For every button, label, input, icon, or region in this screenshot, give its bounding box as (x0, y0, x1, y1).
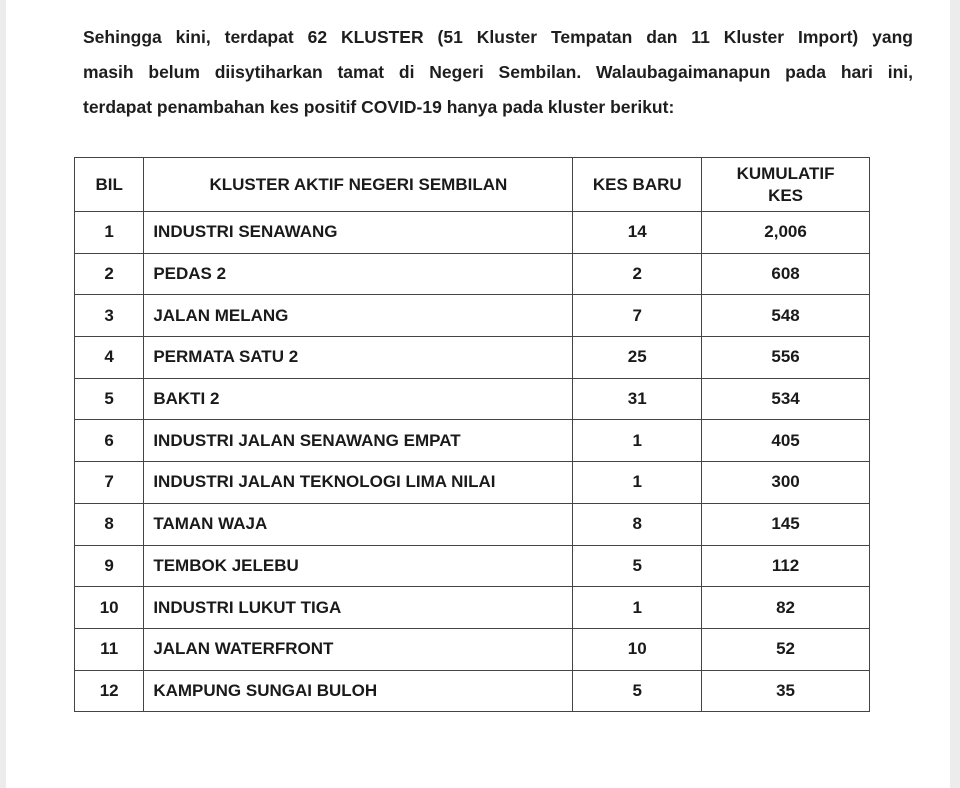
intro-paragraph (83, 20, 913, 125)
cell-cluster-name: INDUSTRI SENAWANG (144, 212, 573, 254)
cell-cumulative: 35 (702, 670, 870, 712)
cell-bil: 12 (75, 670, 144, 712)
cell-new-cases: 31 (573, 378, 702, 420)
cell-cumulative: 608 (702, 253, 870, 295)
intro-line-2: masih belum diisytiharkan tamat di Negeri Sembilan. Walaubagaimanapun pada hari ini, (83, 62, 913, 82)
cell-cluster-name: BAKTI 2 (144, 378, 573, 420)
cell-cluster-name: INDUSTRI LUKUT TIGA (144, 587, 573, 629)
cell-bil: 11 (75, 628, 144, 670)
header-cumulative (702, 158, 870, 212)
table-body (75, 212, 870, 712)
table-row (75, 670, 870, 712)
cell-bil: 6 (75, 420, 144, 462)
cell-cluster-name: JALAN WATERFRONT (144, 628, 573, 670)
table-row (75, 253, 870, 295)
header-cumulative-line-2: KES (768, 185, 804, 205)
cell-new-cases: 1 (573, 587, 702, 629)
cell-new-cases: 10 (573, 628, 702, 670)
cell-cumulative: 548 (702, 295, 870, 337)
cell-cluster-name: INDUSTRI JALAN TEKNOLOGI LIMA NILAI (144, 462, 573, 504)
cell-cumulative: 405 (702, 420, 870, 462)
header-cluster: KLUSTER AKTIF NEGERI SEMBILAN (144, 158, 573, 212)
cell-cluster-name: KAMPUNG SUNGAI BULOH (144, 670, 573, 712)
cell-bil: 1 (75, 212, 144, 254)
table-row (75, 545, 870, 587)
cell-bil: 2 (75, 253, 144, 295)
intro-line-3: terdapat penambahan kes positif COVID-19 hanya pada kluster berikut: (83, 97, 675, 117)
cell-bil: 7 (75, 462, 144, 504)
active-clusters-table (74, 157, 870, 712)
header-bil: BIL (75, 158, 144, 212)
cell-new-cases: 8 (573, 503, 702, 545)
table-header-row (75, 158, 870, 212)
table-row (75, 420, 870, 462)
cell-new-cases: 5 (573, 670, 702, 712)
table-row (75, 378, 870, 420)
table-row (75, 628, 870, 670)
cell-cumulative: 82 (702, 587, 870, 629)
cell-bil: 10 (75, 587, 144, 629)
cell-cluster-name: PERMATA SATU 2 (144, 337, 573, 379)
cell-cluster-name: PEDAS 2 (144, 253, 573, 295)
cell-bil: 3 (75, 295, 144, 337)
cell-cluster-name: TAMAN WAJA (144, 503, 573, 545)
cell-bil: 8 (75, 503, 144, 545)
cell-bil: 5 (75, 378, 144, 420)
cell-cumulative: 300 (702, 462, 870, 504)
cell-cumulative: 556 (702, 337, 870, 379)
cell-bil: 9 (75, 545, 144, 587)
table-row (75, 212, 870, 254)
cell-cumulative: 52 (702, 628, 870, 670)
cell-cumulative: 112 (702, 545, 870, 587)
header-cumulative-line-1: KUMULATIF (736, 163, 835, 183)
cell-new-cases: 2 (573, 253, 702, 295)
cell-cumulative: 2,006 (702, 212, 870, 254)
header-new-cases: KES BARU (573, 158, 702, 212)
cell-cluster-name: TEMBOK JELEBU (144, 545, 573, 587)
cell-cumulative: 145 (702, 503, 870, 545)
cell-cluster-name: JALAN MELANG (144, 295, 573, 337)
cell-cluster-name: INDUSTRI JALAN SENAWANG EMPAT (144, 420, 573, 462)
document-page (6, 0, 950, 788)
cell-new-cases: 14 (573, 212, 702, 254)
table-row (75, 503, 870, 545)
cell-new-cases: 7 (573, 295, 702, 337)
table-row (75, 337, 870, 379)
cell-new-cases: 5 (573, 545, 702, 587)
intro-line-1: Sehingga kini, terdapat 62 KLUSTER (51 Kluster Tempatan dan 11 Kluster Import) yang (83, 27, 913, 47)
table-row (75, 587, 870, 629)
cell-new-cases: 25 (573, 337, 702, 379)
cell-new-cases: 1 (573, 462, 702, 504)
cell-cumulative: 534 (702, 378, 870, 420)
cell-new-cases: 1 (573, 420, 702, 462)
table-row (75, 295, 870, 337)
cell-bil: 4 (75, 337, 144, 379)
table-row (75, 462, 870, 504)
